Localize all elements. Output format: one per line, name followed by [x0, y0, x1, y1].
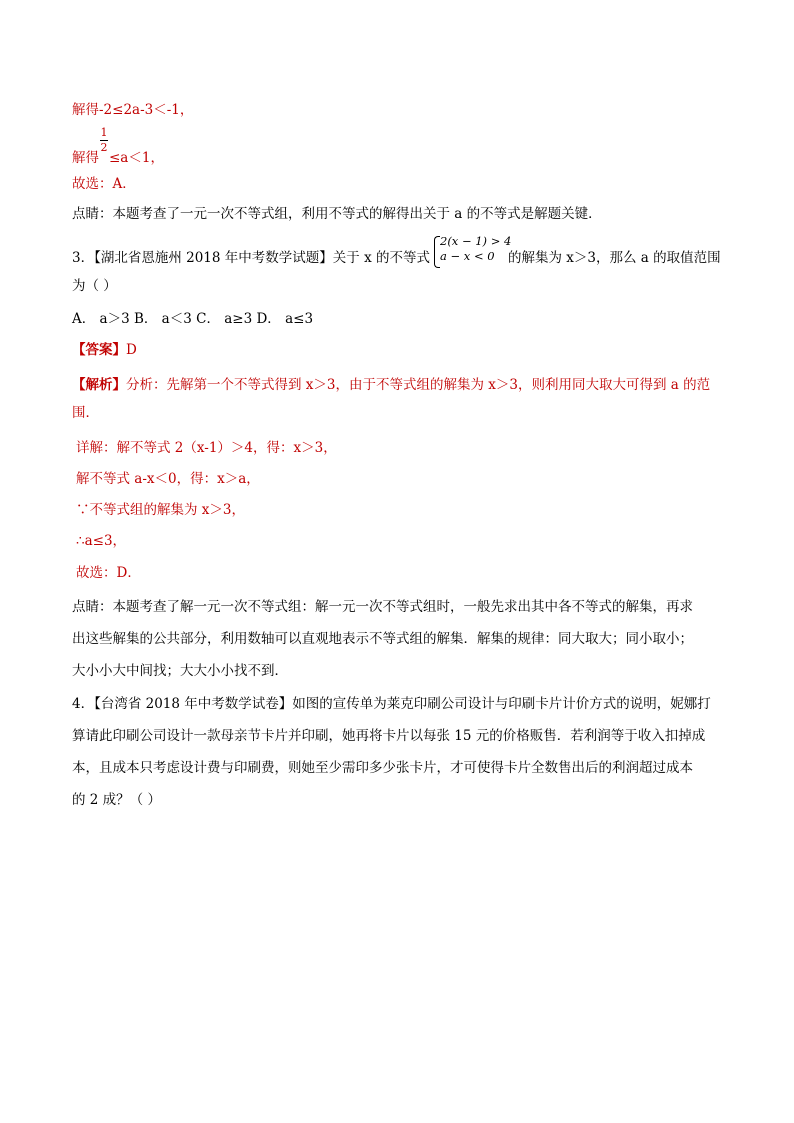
note-line-1: 点睛：本题考查了解一元一次不等式组：解一元一次不等式组时，一般先求出其中各不等式的解集，再求 — [72, 599, 693, 615]
solution-line-2-suffix: ≤a＜1， — [109, 150, 164, 166]
question-3-options: A． a＞3 B． a＜3 C． a≥3 D． a≤3 — [72, 311, 314, 327]
note-line-2: 出这些解集的公共部分，利用数轴可以直观地表示不等式组的解集．解集的规律：同大取大；同小取小； — [72, 631, 693, 647]
question-3-line-2: 为（ ） — [72, 278, 117, 294]
fraction-numerator: 1 — [100, 126, 108, 139]
detail-line-2: 解不等式 a-x＜0，得：x＞a， — [76, 471, 260, 487]
analysis-line-2: 围． — [72, 405, 99, 421]
detail-line-4: ∴a≤3， — [76, 533, 127, 549]
system-row-2: a − x < 0 — [440, 249, 495, 263]
detail-line-1: 详解：解不等式 2（x-1）＞4，得：x＞3， — [76, 440, 337, 456]
question-3-prefix: 3．【湖北省恩施州 2018 年中考数学试题】关于 x 的不等式 — [72, 250, 430, 266]
solution-line-2-prefix: 解得 — [72, 150, 99, 166]
question-4-line-1: 4．【台湾省 2018 年中考数学试卷】如图的宣传单为莱克印刷公司设计与印刷卡片计价方式的说明，妮娜打 — [72, 696, 711, 712]
note-line-3: 大小小大中间找；大大小小找不到． — [72, 663, 288, 679]
analysis-line-1 — [72, 375, 710, 395]
tip-line: 点睛：本题考查了一元一次不等式组，利用不等式的解得出关于 a 的不等式是解题关键． — [72, 206, 602, 222]
solution-line-2 — [72, 148, 164, 168]
question-4-line-3: 本，且成本只考虑设计费与印刷费，则她至少需印多少张卡片，才可使得卡片全数售出后的利润超过成本 — [72, 760, 693, 776]
answer-value: D — [126, 342, 137, 358]
analysis-text: 分析：先解第一个不等式得到 x＞3，由于不等式组的解集为 x＞3，则利用同大取大可得到 a 的范 — [126, 377, 711, 393]
question-4-line-4: 的 2 成？（ ） — [72, 792, 161, 808]
answer-line — [72, 340, 137, 360]
question-4-line-2: 算请此印刷公司设计一款母亲节卡片并印刷，她再将卡片以每张 15 元的价格贩售．若利润等于收入扣掉成 — [72, 728, 706, 744]
solution-choice: 故选：A． — [72, 176, 136, 192]
solution-line-1: 解得-2≤2a-3＜-1， — [72, 102, 194, 118]
question-3-line-1 — [72, 248, 430, 268]
fraction-denominator: 2 — [100, 141, 108, 154]
inequality-system — [434, 234, 512, 268]
detail-line-3: ∵不等式组的解集为 x＞3， — [76, 502, 245, 518]
question-3-suffix: 的解集为 x＞3，那么 a 的取值范围 — [508, 250, 721, 266]
answer-label: 【答案】 — [72, 342, 126, 358]
system-row-1: 2(x − 1) > 4 — [440, 234, 512, 248]
analysis-label: 【解析】 — [72, 377, 126, 393]
detail-line-5: 故选：D． — [76, 565, 141, 581]
